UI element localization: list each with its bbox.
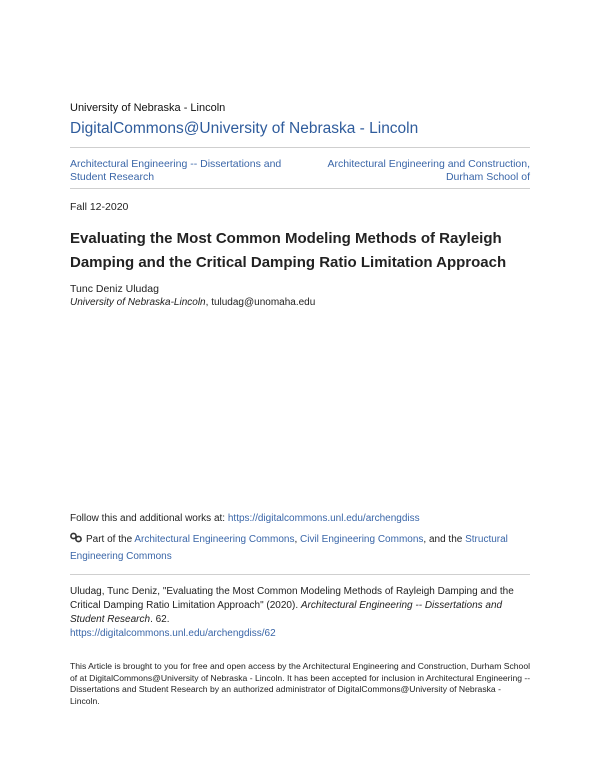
institution-name: University of Nebraska - Lincoln	[70, 102, 226, 114]
part-of-commons	[70, 532, 530, 564]
citation-number: . 62.	[150, 614, 170, 625]
follow-text: Follow this and additional works at:	[70, 513, 228, 524]
citation-block	[70, 585, 532, 641]
author-name: Tunc Deniz Uludag	[70, 283, 159, 295]
access-notice: This Article is brought to you for free and open access by the Architectural Engineering and Construction, Durham School of at DigitalCommons@University of Nebraska - Lincoln. It has been accepted for inclusion in Architectural Engineering -- Dissertations and Student Research by an authorized administrator of DigitalCommons@University of Nebraska - Lincoln.	[70, 661, 531, 706]
divider-collections	[70, 188, 530, 189]
part-of-separator-2: , and the	[423, 534, 466, 545]
structural-engineering-commons-link[interactable]: Structural Engineering Commons	[70, 534, 508, 562]
part-of-separator-1: ,	[294, 534, 301, 545]
part-of-prefix: Part of the	[86, 534, 135, 545]
citation-url-link[interactable]: https://digitalcommons.unl.edu/archengdiss/62	[70, 628, 276, 639]
collection-link-right[interactable]: Architectural Engineering and Construction, Durham School of	[327, 158, 530, 183]
affiliation-name: University of Nebraska-Lincoln	[70, 297, 206, 308]
follow-line	[70, 513, 420, 524]
publication-date: Fall 12-2020	[70, 201, 129, 213]
author-email[interactable]: tuludag@unomaha.edu	[211, 297, 316, 308]
author-affiliation: University of Nebraska-Lincoln, tuludag@unomaha.edu	[70, 297, 316, 308]
follow-url-link[interactable]: https://digitalcommons.unl.edu/archengdiss	[227, 513, 420, 524]
civil-engineering-commons-link[interactable]: Civil Engineering Commons	[300, 534, 424, 545]
repository-link[interactable]: DigitalCommons@University of Nebraska - Lincoln	[70, 120, 419, 137]
collection-link-left[interactable]: Architectural Engineering -- Dissertations and Student Research	[70, 158, 282, 183]
document-title: Evaluating the Most Common Modeling Methods of Rayleigh Damping and the Critical Damping Ratio Limitation Approach	[70, 230, 507, 271]
citation-text: Uludag, Tunc Deniz, "Evaluating the Most Common Modeling Methods of Rayleigh Damping and the Critical Damping Ratio Limitation Approach" (2020).	[70, 586, 514, 611]
citation-series: Architectural Engineering -- Dissertations and Student Research	[70, 600, 503, 625]
divider-citation	[70, 574, 530, 575]
architectural-engineering-commons-link[interactable]: Architectural Engineering Commons	[134, 534, 295, 545]
divider-top	[70, 147, 530, 148]
network-link-icon	[70, 532, 83, 549]
